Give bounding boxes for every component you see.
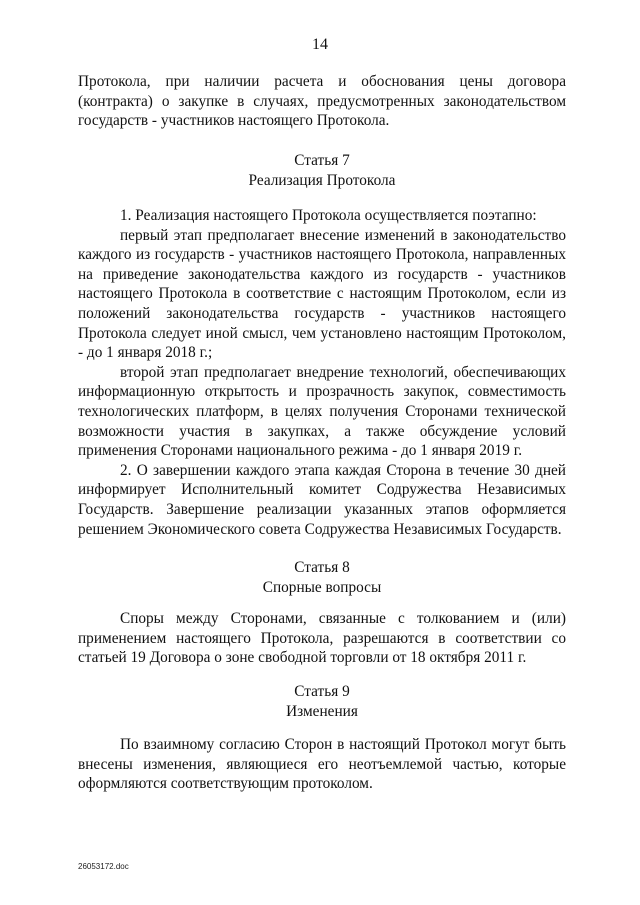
article-8-title: Спорные вопросы	[262, 578, 382, 596]
article-7-paragraph-1: 1. Реализация настоящего Протокола осуществляется поэтапно:	[120, 207, 537, 224]
article-9-title: Изменения	[286, 702, 358, 720]
article-7-paragraph-2: первый этап предполагает внесение изменений в законодательство каждого из государств - участников настоящего Протокола, направленных на приведение законодательства каждого из государств - участников настоящего Протокола в соответствие с настоящим Протоколом, если из положений законодательства государств - участников настоящего Протокола следует иной смысл, чем установлено настоящим Протоколом, - до 1 января 2018 г.;	[78, 226, 566, 362]
article-7-number: Статья 7	[294, 152, 350, 169]
article-9-heading	[78, 682, 566, 721]
article-7-paragraph-4: 2. О завершении каждого этапа каждая Сторона в течение 30 дней информирует Исполнительный комитет Содружества Независимых Государств. Завершение реализации указанных этапов оформляется решением Экономического совета Содружества Независимых Государств.	[78, 461, 566, 538]
article-8-paragraph-1: Споры между Сторонами, связанные с толкованием и (или) применением настоящего Протокола, разрешаются в соответствии со статьей 19 Договора о зоне свободной торговли от 18 октября 2011 г.	[78, 610, 566, 667]
article-9-body	[78, 735, 566, 794]
article-9-number: Статья 9	[294, 683, 350, 700]
article-7-heading	[78, 151, 566, 190]
intro-paragraph: Протокола, при наличии расчета и обоснования цены договора (контракта) о закупке в случаях, предусмотренных законодательством государств - участников настоящего Протокола.	[78, 73, 566, 130]
article-9-paragraph-1: По взаимному согласию Сторон в настоящий Протокол могут быть внесены изменения, являющиеся его неотъемлемой частью, которые оформляются соответствующим протоколом.	[78, 736, 566, 793]
article-7-title: Реализация Протокола	[248, 171, 396, 189]
file-reference: 26053172.doc	[78, 862, 129, 871]
article-7-paragraph-3: второй этап предполагает внедрение технологий, обеспечивающих информационную открытость и прозрачность закупок, совместимость технологических платформ, в целях получения Сторонами технической возможности участия в закупках, а также обсуждение условий применения Сторонами национального режима - до 1 января 2019 г.	[78, 363, 566, 460]
article-8-number: Статья 8	[294, 559, 350, 576]
article-8-heading	[78, 558, 566, 597]
intro-block	[78, 72, 566, 131]
article-8-body	[78, 609, 566, 668]
article-7-body	[78, 206, 566, 539]
page-number: 14	[312, 36, 328, 53]
